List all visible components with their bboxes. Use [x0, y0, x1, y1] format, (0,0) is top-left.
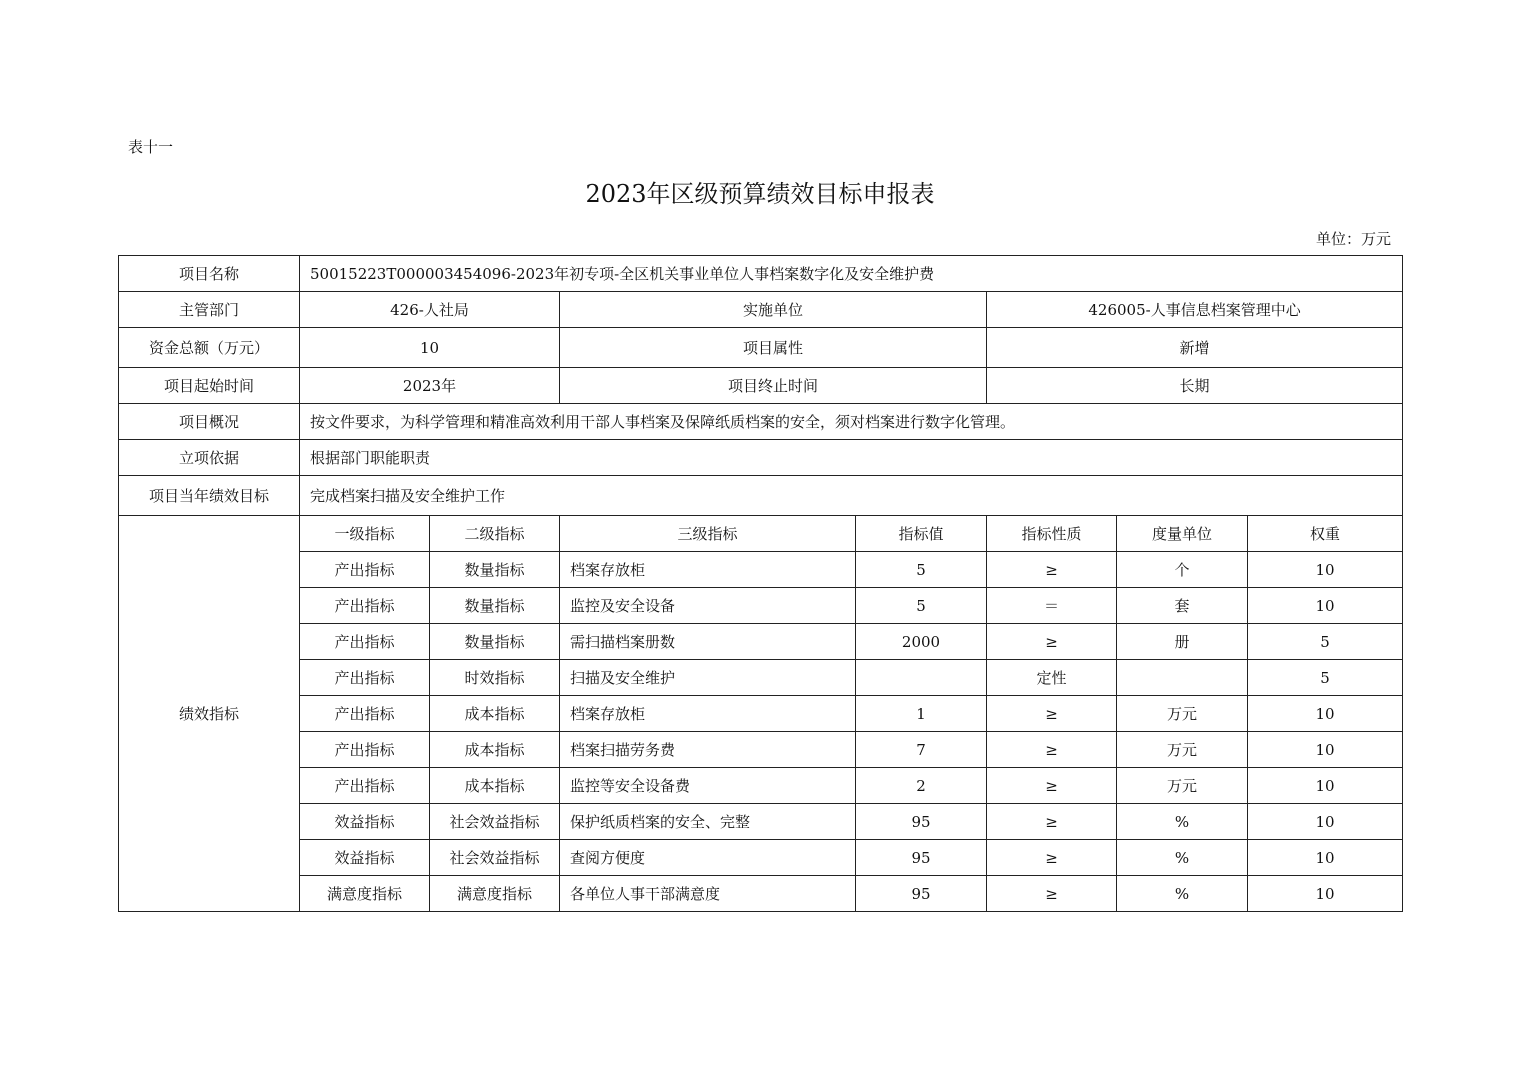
- indicator-header-row: [119, 516, 1403, 552]
- row-overview: [119, 404, 1403, 440]
- project-name-value: 50015223T000003454096-2023年初专项-全区机关事业单位人事档案数字化及安全维护费: [300, 256, 1403, 292]
- table-row: [119, 588, 1403, 624]
- level2-indicator: 数量指标: [430, 624, 560, 660]
- column-header: 指标值: [856, 516, 987, 552]
- indicator-nature: ≥: [987, 552, 1117, 588]
- indicator-value: 5: [856, 552, 987, 588]
- unit-label: 单位：万元: [1315, 230, 1391, 248]
- department-value: 426-人社局: [300, 292, 560, 328]
- measure-unit: [1117, 660, 1248, 696]
- level3-indicator: 档案存放柜: [560, 696, 856, 732]
- fund-value: 10: [300, 328, 560, 368]
- indicator-nature: ≥: [987, 624, 1117, 660]
- level3-indicator: 档案扫描劳务费: [560, 732, 856, 768]
- measure-unit: %: [1117, 804, 1248, 840]
- level1-indicator: 产出指标: [300, 588, 430, 624]
- label-cell: 项目起始时间: [119, 368, 300, 404]
- start-time-value: 2023年: [300, 368, 560, 404]
- table-row: [119, 660, 1403, 696]
- indicator-value: 95: [856, 876, 987, 912]
- level2-indicator: 成本指标: [430, 768, 560, 804]
- level3-indicator: 监控等安全设备费: [560, 768, 856, 804]
- measure-unit: %: [1117, 840, 1248, 876]
- measure-unit: 万元: [1117, 768, 1248, 804]
- level3-indicator: 需扫描档案册数: [560, 624, 856, 660]
- indicator-nature: ≥: [987, 804, 1117, 840]
- level3-indicator: 扫描及安全维护: [560, 660, 856, 696]
- level1-indicator: 产出指标: [300, 624, 430, 660]
- measure-unit: %: [1117, 876, 1248, 912]
- level3-indicator: 各单位人事干部满意度: [560, 876, 856, 912]
- level3-indicator: 监控及安全设备: [560, 588, 856, 624]
- weight: 10: [1248, 804, 1403, 840]
- table-row: [119, 876, 1403, 912]
- table-row: [119, 804, 1403, 840]
- level1-indicator: 效益指标: [300, 804, 430, 840]
- indicator-nature: ≥: [987, 696, 1117, 732]
- level2-indicator: 时效指标: [430, 660, 560, 696]
- project-attribute-value: 新增: [987, 328, 1403, 368]
- level1-indicator: 产出指标: [300, 768, 430, 804]
- row-department: [119, 292, 1403, 328]
- weight: 10: [1248, 768, 1403, 804]
- indicator-nature: ≥: [987, 768, 1117, 804]
- column-header: 权重: [1248, 516, 1403, 552]
- level3-indicator: 保护纸质档案的安全、完整: [560, 804, 856, 840]
- measure-unit: 册: [1117, 624, 1248, 660]
- table-row: [119, 552, 1403, 588]
- indicator-value: 95: [856, 804, 987, 840]
- level1-indicator: 产出指标: [300, 660, 430, 696]
- label-cell: 项目当年绩效目标: [119, 476, 300, 516]
- column-header: 度量单位: [1117, 516, 1248, 552]
- level1-indicator: 效益指标: [300, 840, 430, 876]
- column-header: 一级指标: [300, 516, 430, 552]
- overview-value: 按文件要求，为科学管理和精准高效利用干部人事档案及保障纸质档案的安全，须对档案进行数字化管理。: [300, 404, 1403, 440]
- indicator-nature: ≥: [987, 732, 1117, 768]
- weight: 10: [1248, 696, 1403, 732]
- table-row: [119, 696, 1403, 732]
- label-cell: 实施单位: [560, 292, 987, 328]
- column-header: 二级指标: [430, 516, 560, 552]
- label-cell: 项目属性: [560, 328, 987, 368]
- indicator-nature: ≥: [987, 876, 1117, 912]
- indicator-value: [856, 660, 987, 696]
- performance-target-table: [118, 255, 1403, 912]
- label-cell: 项目概况: [119, 404, 300, 440]
- level3-indicator: 查阅方便度: [560, 840, 856, 876]
- level1-indicator: 满意度指标: [300, 876, 430, 912]
- level3-indicator: 档案存放柜: [560, 552, 856, 588]
- weight: 10: [1248, 840, 1403, 876]
- measure-unit: 套: [1117, 588, 1248, 624]
- level1-indicator: 产出指标: [300, 732, 430, 768]
- level2-indicator: 成本指标: [430, 696, 560, 732]
- table-body: [119, 256, 1403, 912]
- indicator-value: 1: [856, 696, 987, 732]
- indicator-value: 2: [856, 768, 987, 804]
- label-cell: 主管部门: [119, 292, 300, 328]
- table-row: [119, 624, 1403, 660]
- measure-unit: 个: [1117, 552, 1248, 588]
- indicator-value: 5: [856, 588, 987, 624]
- level2-indicator: 成本指标: [430, 732, 560, 768]
- document-title: 2023年区级预算绩效目标申报表: [585, 180, 935, 208]
- weight: 10: [1248, 732, 1403, 768]
- end-time-value: 长期: [987, 368, 1403, 404]
- row-goal: [119, 476, 1403, 516]
- label-cell: 项目终止时间: [560, 368, 987, 404]
- column-header: 三级指标: [560, 516, 856, 552]
- table-row: [119, 768, 1403, 804]
- indicator-value: 95: [856, 840, 987, 876]
- column-header: 指标性质: [987, 516, 1117, 552]
- level2-indicator: 社会效益指标: [430, 840, 560, 876]
- row-time: [119, 368, 1403, 404]
- row-fund: [119, 328, 1403, 368]
- row-project-name: [119, 256, 1403, 292]
- label-cell: 立项依据: [119, 440, 300, 476]
- weight: 5: [1248, 624, 1403, 660]
- weight: 10: [1248, 588, 1403, 624]
- basis-value: 根据部门职能职责: [300, 440, 1403, 476]
- level1-indicator: 产出指标: [300, 696, 430, 732]
- indicator-nature: 定性: [987, 660, 1117, 696]
- level2-indicator: 数量指标: [430, 552, 560, 588]
- implementing-unit-value: 426005-人事信息档案管理中心: [987, 292, 1403, 328]
- measure-unit: 万元: [1117, 732, 1248, 768]
- level2-indicator: 社会效益指标: [430, 804, 560, 840]
- indicator-nature: ≥: [987, 840, 1117, 876]
- table-row: [119, 732, 1403, 768]
- label-cell: 项目名称: [119, 256, 300, 292]
- indicator-section-label: 绩效指标: [119, 516, 300, 912]
- weight: 10: [1248, 876, 1403, 912]
- indicator-value: 7: [856, 732, 987, 768]
- weight: 5: [1248, 660, 1403, 696]
- measure-unit: 万元: [1117, 696, 1248, 732]
- table-number: 表十一: [128, 138, 174, 156]
- table-row: [119, 840, 1403, 876]
- indicator-value: 2000: [856, 624, 987, 660]
- label-cell: 资金总额（万元）: [119, 328, 300, 368]
- level2-indicator: 满意度指标: [430, 876, 560, 912]
- indicator-nature: ＝: [987, 588, 1117, 624]
- level2-indicator: 数量指标: [430, 588, 560, 624]
- goal-value: 完成档案扫描及安全维护工作: [300, 476, 1403, 516]
- row-basis: [119, 440, 1403, 476]
- weight: 10: [1248, 552, 1403, 588]
- level1-indicator: 产出指标: [300, 552, 430, 588]
